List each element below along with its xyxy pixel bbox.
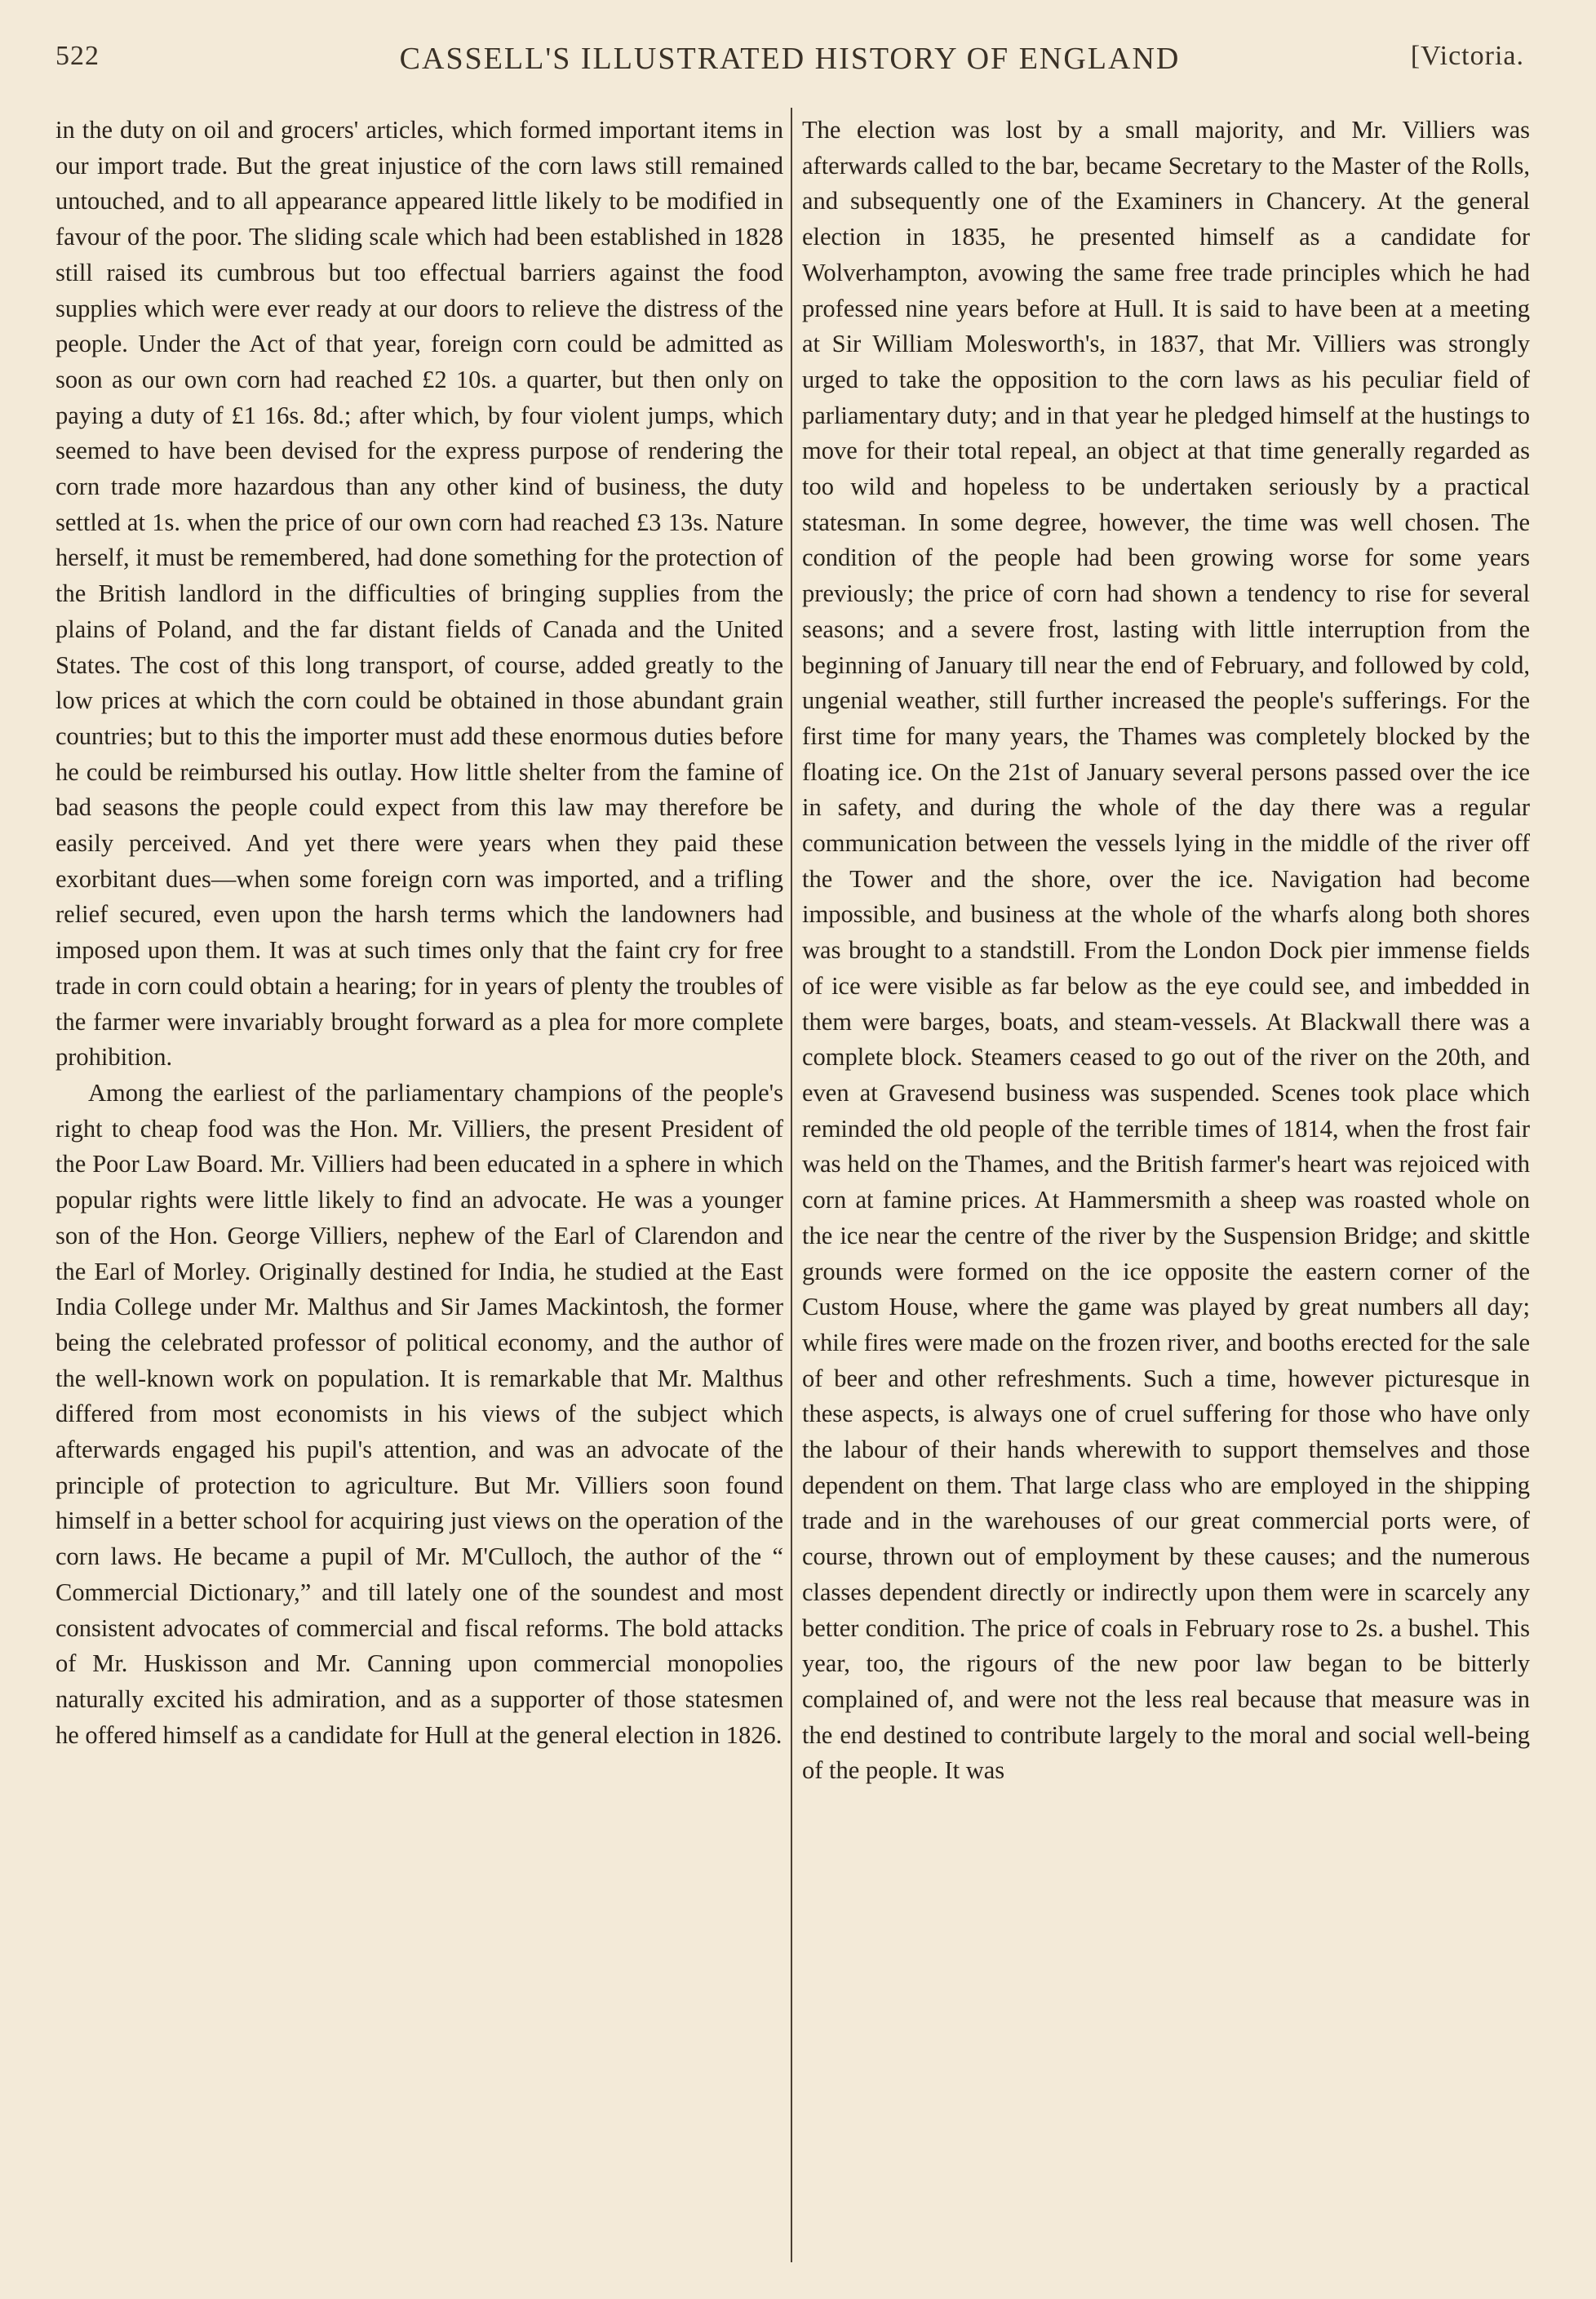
- paragraph: The election was lost by a small majority, and Mr. Villiers was afterwards called to the bar, became Secretary to the Master of the Rolls, and subsequently one of the Examiners in Chancery. At the general election in 1835, he presented himself as a candidate for Wolverhampton, avowing the same free trade principles which he had professed nine years before at Hull. It is said to have been at a meeting at Sir William Molesworth's, in 1837, that Mr. Villiers was strongly urged to take the opposition to the corn laws as his peculiar field of parliamentary duty; and in that year he pledged himself at the hustings to move for their total repeal, an object at that time generally regarded as too wild and hopeless to be undertaken seriously by a practical statesman. In some degree, however, the time was well chosen. The condition of the people had been growing worse for some years previously; the price of corn had shown a tendency to rise for several seasons; and a severe frost, lasting with little interruption from the beginning of January till near the end of February, and followed by cold, ungenial weather, still further increased the people's sufferings. For the first time for many years, the Thames was completely blocked by the floating ice. On the 21st of January several persons passed over the ice in safety, and during the whole of the day there was a regular communication between the vessels lying in the middle of the river off the Tower and the shore, over the ice. Navigation had become impossible, and business at the whole of the wharfs along both shores was brought to a standstill. From the London Dock pier immense fields of ice were visible as far below as the eye could see, and imbedded in them were barges, boats, and steam-vessels. At Blackwall there was a complete block. Steamers ceased to go out of the river on the 20th, and even at Gravesend business was suspended. Scenes took place which reminded the old people of the terrible times of 1814, when the frost fair was held on the Thames, and the British farmer's heart was rejoiced with corn at famine prices. At Hammersmith a sheep was roasted whole on the ice near the centre of the river by the Suspension Bridge; and skittle grounds were formed on the ice opposite the eastern corner of the Custom House, where the game was played by great numbers all day; while fires were made on the frozen river, and booths erected for the sale of beer and other refreshments. Such a time, however picturesque in these aspects, is always one of cruel suffering for those who have only the labour of their hands wherewith to support themselves and those dependent on them. That large class who are employed in the shipping trade and in the warehouses of our great commercial ports were, of course, thrown out of employment by these causes; and the numerous classes dependent directly or indirectly upon them were in scarcely any better condition. The price of coals in February rose to 2s. a bushel. This year, too, the rigours of the new poor law began to be bitterly complained of, and were not the less real because that measure was in the end destined to contribute largely to the moral and social well-being of the people. It was: [802, 116, 1530, 1785]
- column-divider: [791, 108, 792, 2262]
- book-title: CASSELL'S ILLUSTRATED HISTORY OF ENGLAND: [399, 42, 1181, 76]
- page-number: 522: [55, 41, 100, 71]
- paragraph: in the duty on oil and grocers' articles, which formed important items in our import trade. But the great injustice of the corn laws still remained untouched, and to all appearance appeared little likely to be modified in favour of the poor. The sliding scale which had been established in 1828 still raised its cumbrous but too effectual barriers against the food supplies which were ever ready at our doors to relieve the distress of the people. Under the Act of that year, foreign corn could be admitted as soon as our own corn had reached £2 10s. a quarter, but then only on paying a duty of £1 16s. 8d.; after which, by four violent jumps, which seemed to have been devised for the express purpose of rendering the corn trade more hazardous than any other kind of business, the duty settled at 1s. when the price of our own corn had reached £3 13s. Nature herself, it must be remembered, had done something for the protection of the British landlord in the difficulties of bringing supplies from the plains of Poland, and the far distant fields of Canada and the United States. The cost of this long transport, of course, added greatly to the low prices at which the corn could be obtained in those abundant grain countries; but to this the importer must add these enormous duties before he could be reimbursed his outlay. How little shelter from the famine of bad seasons the people could expect from this law may therefore be easily perceived. And yet there were years when they paid these exorbitant dues—when some foreign corn was imported, and a trifling relief secured, even upon the harsh terms which the landowners had imposed upon them. It was at such times only that the faint cry for free trade in corn could obtain a hearing; for in years of plenty the troubles of the farmer were invariably brought forward as a plea for more complete prohibition.: [55, 116, 783, 1072]
- reign-label: [Victoria.: [1410, 41, 1524, 71]
- running-head: [55, 41, 1524, 82]
- left-column: [55, 113, 783, 2267]
- right-column: [802, 113, 1530, 2267]
- paragraph: Among the earliest of the parliamentary champions of the people's right to cheap food was the Hon. Mr. Villiers, the present President of the Poor Law Board. Mr. Villiers had been educated in a sphere in which popular rights were little likely to find an advocate. He was a younger son of the Hon. George Villiers, nephew of the Earl of Clarendon and the Earl of Morley. Originally destined for India, he studied at the East India College under Mr. Malthus and Sir James Mackintosh, the former being the celebrated professor of political economy, and the author of the well-known work on population. It is remarkable that Mr. Malthus differed from most economists in his views of the subject which afterwards engaged his pupil's attention, and was an advocate of the principle of protection to agriculture. But Mr. Villiers soon found himself in a better school for acquiring just views on the operation of the corn laws. He became a pupil of Mr. M'Culloch, the author of the “ Commercial Dictionary,” and till lately one of the soundest and most consistent advocates of commercial and fiscal reforms. The bold attacks of Mr. Huskisson and Mr. Canning upon commercial monopolies naturally excited his admiration, and as a supporter of those statesmen he offered himself as a candidate for Hull at the general election in 1826.: [55, 1078, 783, 1749]
